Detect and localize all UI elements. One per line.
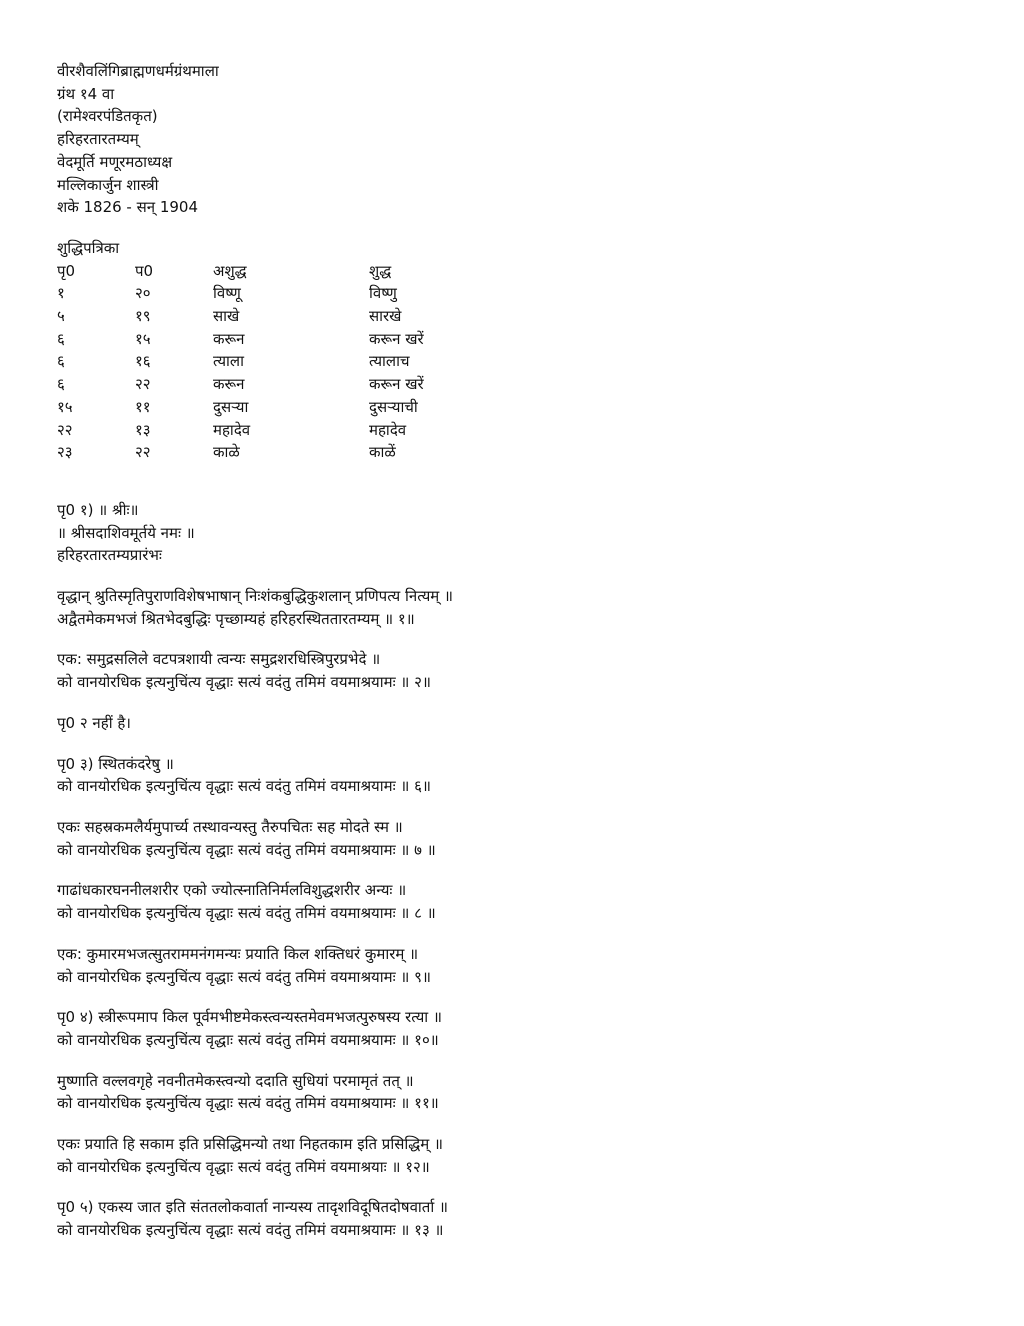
errata-cell: २२ (135, 443, 151, 462)
spacer (57, 861, 1024, 879)
verse-line: को वानयोरधिक इत्यनुचिंत्य वृद्धाः सत्यं वदंतु तमिमं वयमाश्रयामः ॥ ७ ॥ (57, 840, 436, 859)
verse-line: मुष्णाति वल्लवगृहे नवनीतमेकस्त्वन्यो ददाति सुधियां परमामृतं तत् ॥ (57, 1071, 414, 1090)
page-marker: पृ0 १) ॥ श्रीः॥ (57, 500, 139, 519)
errata-cell: त्यालाच (369, 352, 410, 371)
spacer (57, 567, 1024, 585)
errata-cell: करून (213, 329, 245, 348)
volume-number: ग्रंथ १4 वा (57, 84, 115, 103)
verse-line: को वानयोरधिक इत्यनुचिंत्य वृद्धाः सत्यं वदंतु तमिमं वयमाश्रयामः ॥ ६॥ (57, 777, 431, 796)
verse-line: को वानयोरधिक इत्यनुचिंत्य वृद्धाः सत्यं वदंतु तमिमं वयमाश्रयामः ॥ ८ ॥ (57, 904, 436, 923)
errata-row (57, 441, 569, 464)
errata-cell: सारखे (369, 307, 402, 326)
verse-line: एकः प्रयाति हि सकाम इति प्रसिद्धिमन्यो तथा निहतकाम इति प्रसिद्धिम् ॥ (57, 1135, 443, 1154)
spacer (57, 1052, 1024, 1070)
errata-row (57, 305, 569, 328)
column-header-incorrect: अशुद्ध (213, 261, 247, 280)
spacer (57, 735, 1024, 753)
errata-cell: ६ (57, 352, 65, 371)
errata-cell: १६ (135, 352, 151, 371)
verse-line: अद्वैतमेकमभजं श्रितभेदबुद्धिः पृच्छाम्यहं हरिहरस्थिततारतम्यम् ॥ १॥ (57, 609, 415, 628)
verse-line: को वानयोरधिक इत्यनुचिंत्य वृद्धाः सत्यं वदंतु तमिमं वयमाश्रयाः ॥ १२॥ (57, 1157, 430, 1176)
invocation: ॥ श्रीसदाशिवमूर्तये नमः ॥ (57, 523, 195, 542)
errata-cell: विष्णू (213, 284, 241, 303)
errata-cell: काळें (369, 443, 396, 462)
errata-cell: त्याला (213, 352, 244, 371)
spacer (57, 798, 1024, 816)
work-title: हरिहरतारतम्यम् (57, 130, 139, 149)
errata-cell: विष्णु (369, 284, 397, 303)
spacer (57, 1115, 1024, 1133)
series-name: वीरशैवलिंगिब्राह्मणधर्मग्रंथमाला (57, 62, 219, 80)
column-header-correct: शुद्ध (369, 261, 392, 280)
column-header-page: पृ0 (57, 261, 76, 280)
verse-line: को वानयोरधिक इत्यनुचिंत्य वृद्धाः सत्यं वदंतु तमिमं वयमाश्रयामः ॥ ९॥ (57, 967, 431, 986)
section-title: हरिहरतारतम्यप्रारंभः (57, 546, 162, 565)
errata-cell: साखे (213, 307, 240, 326)
spacer (57, 925, 1024, 943)
verse-line: वृद्धान् श्रुतिस्मृतिपुराणविशेषभाषान् निःशंकबुद्धिकुशलान् प्रणिपत्य नित्यम् ॥ (57, 587, 454, 606)
spacer (57, 694, 1024, 712)
errata-cell: १३ (135, 420, 151, 439)
verse-line: को वानयोरधिक इत्यनुचिंत्य वृद्धाः सत्यं वदंतु तमिमं वयमाश्रयामः ॥ २॥ (57, 673, 431, 692)
missing-page-note: पृ0 २ नहीं है। (57, 713, 131, 732)
errata-cell: महादेव (369, 420, 407, 439)
verse-line: गाढांधकारघननीलशरीर एको ज्योत्स्नातिनिर्मलविशुद्धशरीर अन्यः ॥ (57, 881, 407, 900)
errata-cell: करून खरें (369, 329, 424, 348)
errata-row (57, 328, 569, 351)
errata-row (57, 419, 569, 442)
verse-line: पृ0 ५) एकस्य जात इति संततलोकवार्ता नान्यस्य तादृशविदूषितदोषवार्ता ॥ (57, 1198, 448, 1217)
verse-line: पृ0 ४) स्त्रीरूपमाप किल पूर्वमभीष्टमेकस्त्वन्यस्तमेवमभजत्पुरुषस्य रत्या ॥ (57, 1008, 442, 1027)
errata-cell: करून (213, 375, 245, 394)
verse-line: को वानयोरधिक इत्यनुचिंत्य वृद्धाः सत्यं वदंतु तमिमं वयमाश्रयामः ॥ ११॥ (57, 1094, 439, 1113)
errata-cell: दुसऱ्या (213, 397, 249, 416)
publication-date: शके 1826 - सन् 1904 (57, 198, 199, 217)
verse-line: एकः सहस्रकमलैर्यमुपार्च्य तस्थावन्यस्तु तैरुपचितः सह मोदते स्म ॥ (57, 817, 403, 836)
errata-cell: १ (57, 284, 65, 303)
errata-table (57, 260, 569, 464)
spacer (57, 464, 1024, 499)
errata-cell: २० (135, 284, 151, 303)
editor-line-1: वेदमूर्ति मणूरमठाध्यक्ष (57, 152, 173, 171)
verse-line: पृ0 ३) स्थितकंदरेषु ॥ (57, 754, 174, 773)
errata-cell: करून खरें (369, 375, 424, 394)
spacer (57, 988, 1024, 1006)
errata-cell: २३ (57, 443, 73, 462)
column-header-line: प0 (135, 261, 154, 280)
errata-cell: काळे (213, 443, 240, 462)
errata-cell: महादेव (213, 420, 251, 439)
errata-cell: १९ (135, 307, 151, 326)
errata-cell: ६ (57, 375, 65, 394)
errata-cell: ५ (57, 307, 65, 326)
author-note: (रामेश्वरपंडितकृत) (57, 107, 158, 126)
verse-line: एक: कुमारमभजत्सुतराममनंगमन्यः प्रयाति किल शक्तिधरं कुमारम् ॥ (57, 944, 419, 963)
verse-line: को वानयोरधिक इत्यनुचिंत्य वृद्धाः सत्यं वदंतु तमिमं वयमाश्रयामः ॥ १०॥ (57, 1030, 439, 1049)
errata-cell: १५ (57, 397, 73, 416)
text-body (57, 499, 1024, 1242)
spacer (57, 1178, 1024, 1196)
errata-cell: १५ (135, 329, 151, 348)
errata-cell: दुसऱ्याची (369, 397, 418, 416)
errata-row (57, 396, 569, 419)
errata-row (57, 373, 569, 396)
verse-line: को वानयोरधिक इत्यनुचिंत्य वृद्धाः सत्यं वदंतु तमिमं वयमाश्रयामः ॥ १३ ॥ (57, 1221, 444, 1240)
title-block (57, 60, 1024, 219)
verse-line: एक: समुद्रसलिले वटपत्रशायी त्वन्यः समुद्रशरधिस्त्रिपुरप्रभेदे ॥ (57, 650, 381, 669)
editor-line-2: मल्लिकार्जुन शास्त्री (57, 175, 159, 194)
errata-heading: शुद्धिपत्रिका (57, 238, 120, 257)
errata-cell: ६ (57, 329, 65, 348)
errata-row (57, 282, 569, 305)
errata-cell: ११ (135, 397, 151, 416)
errata-row (57, 350, 569, 373)
spacer (57, 630, 1024, 648)
errata-cell: २२ (135, 375, 151, 394)
errata-section (57, 237, 1024, 464)
errata-cell: २२ (57, 420, 73, 439)
spacer (57, 219, 1024, 237)
errata-header-row (57, 260, 569, 283)
